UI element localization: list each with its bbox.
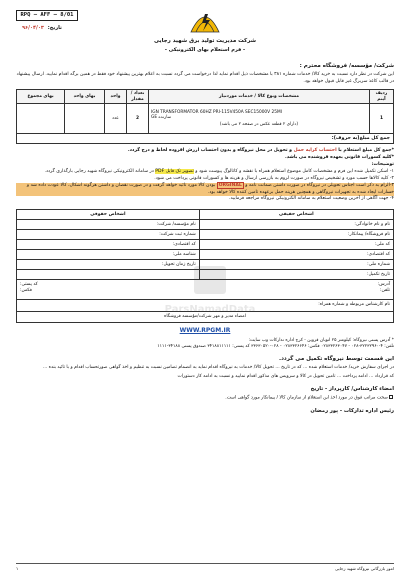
fax-label: فکس:: [20, 287, 32, 293]
page-number: ۱: [16, 565, 19, 571]
buyer-field[interactable]: نام فروشگاه/ پیمانکار:: [199, 230, 393, 240]
parties-table: [16, 209, 394, 280]
form-code: RPQ – AFF – 8/01: [16, 10, 78, 21]
organization-name: شرکت مدیریت تولید برق شهید رجایی: [153, 38, 257, 44]
buyer-field[interactable]: شماره ملی:: [199, 260, 393, 270]
note-deductions: *کلیه کسورات قانونی بعهده فروشنده می باشد.: [284, 155, 394, 161]
buyer-title: اشخاص حقیقی: [199, 210, 393, 220]
col-unit: واحد: [105, 90, 127, 104]
svg-text:ParsNamadData: ParsNamadData: [164, 304, 256, 315]
col-row: ردیف آیتم: [370, 90, 394, 104]
items-table: [16, 89, 394, 134]
row-unit-price[interactable]: [65, 104, 105, 134]
items-header-row: [17, 90, 394, 104]
note-shipping: *جمع کل مبلغ استعلام با احتساب کرایه حمل و تحویل در محل نیروگاه و بدون احتساب ارزش افزوده لحاظ و درج گردد.: [127, 148, 394, 154]
row-total-price[interactable]: [17, 104, 65, 134]
footer-department: امور بازرگانی نیروگاه شهید رجایی: [335, 565, 394, 571]
buyer-field[interactable]: کد اقتصادی:: [199, 250, 393, 260]
form-date: [22, 25, 62, 31]
seller-title: اشخاص حقوقی: [17, 210, 200, 220]
col-description: مشخصات ونوع کالا / خدمات موردنیاز: [149, 90, 370, 104]
plant-contact-line: تلفن: ۴-۳۲۲۳۲۹۶۰-۰۲۸ - ۰۲۸۳۳۲۶۳۰۴۷ فکس: ۰۲۸۳۳۲۶۶۴۶ - ۰۲۸-۳۳۶۳۰۵۲۰ کد پستی: ۳۴۱۸۸۱۱۱۱۱ صندوق پستی ۳۴۱۸۸-۱۱۱۱: [157, 344, 394, 350]
buyer-field[interactable]: کد ملی:: [199, 240, 393, 250]
row-index: 1: [370, 104, 394, 134]
date-label: تاریخ:: [47, 25, 62, 31]
note-item-2: ۲- کلیه کالاها حسب مورد و تشخیص نیروگاه در صورت لزوم به بازرسی ارسال و هزینه ها و کسورات قانونی پرداخت می شود.: [154, 175, 394, 181]
col-qty: تعداد / مقدار: [127, 90, 149, 104]
col-unit-price: بهای واحد: [65, 90, 105, 104]
notes-section: [16, 148, 394, 203]
date-value: ۹۶/۰۴/۰۳: [22, 25, 44, 31]
note-item-4: ۴- جهت آگاهی از آخرین وضعیت استعلام به سامانه الکترونیکی نیروگاه مراجعه فرمایید.: [229, 196, 394, 202]
total-in-words: جمع کل مبلغ(به حروف):: [16, 134, 394, 144]
note-item-1: ۱- اسکن تکمیل شده این فرم و مشخصات کامل موضوع استعلام همراه با نقشه و کاتالوگ پیوست شود و تصویر تک فایل PDF در سامانه الکترونیکی نیروگاه شهید رجایی بارگذاری گردد.: [44, 168, 394, 174]
company-logo: [188, 8, 222, 34]
seller-field[interactable]: [17, 270, 200, 280]
seller-field[interactable]: کد اقتصادی:: [17, 240, 200, 250]
table-row: [17, 104, 394, 134]
row-desc-fa: (دارای ۲ قطعه عکس در صفحه ۲ می باشد): [219, 122, 299, 128]
row-unit: عدد: [105, 104, 127, 134]
row-qty: 2: [127, 104, 149, 134]
website-link[interactable]: WWW.RPGM.IR: [179, 327, 231, 335]
buyer-field[interactable]: نام و نام خانوادگی:: [199, 220, 393, 230]
address-block[interactable]: [16, 280, 394, 300]
signature-expert: امضاء کارشناس/ کارپرداز - تاریخ: [310, 386, 394, 393]
signature-head: رئیس اداره تدارکات - پور رمضان: [310, 408, 394, 415]
seller-field[interactable]: شناسه ملی:: [17, 250, 200, 260]
form-title: - فرم استعلام بهای الکترونیکی -: [164, 47, 246, 53]
plant-section-title: این قسمت توسط نیروگاه تکمیل می گردد.: [279, 356, 394, 363]
seller-field[interactable]: شماره ثبت شرکت:: [17, 230, 200, 240]
page-footer: [16, 563, 394, 571]
company-label: شرکت/ مؤسسه/ فروشگاه محترم :: [299, 63, 394, 69]
document-header: [16, 8, 394, 60]
seal-line: امضاء مدیر و مهر شرکت/مؤسسه فروشگاه: [16, 312, 394, 323]
plant-address: [16, 338, 394, 351]
checkbox-icon[interactable]: [389, 395, 393, 399]
col-total-price: بهای مجموع: [17, 90, 65, 104]
address-label: آدرس:: [377, 282, 390, 288]
seller-field[interactable]: تاریخ زمان تحویل:: [17, 260, 200, 270]
plant-section-text-2: کد قرارداد ... ادامه پرداخت ... تامین تحویل در کالا و سرویس های مذکور اقدام نمایید و نسبت به ادامه کار دستورات: [177, 373, 394, 379]
plant-section-text-3: صحت مراتب فوق در مورد اخذ این استعلام از سازمان کالا / پیمانکار مورد گواهی است.: [16, 395, 394, 402]
phone-label: تلفن:: [380, 287, 390, 293]
row-desc-en2: GE سازنده: [151, 115, 172, 120]
plant-address-line: * آدرس پستی نیروگاه: کیلومتر ۲۵ اتوبان قزوین - کرج اداره تدارکات وب سایت:: [248, 337, 394, 343]
notes-title: توضیحات:: [371, 161, 394, 167]
intro-text: این شرکت در نظر دارد نسبت به خرید کالا/ خدمات شماره ۳۸۱ با مشخصات ذیل اقدام نماید لذا درخواست می گردد نسبت به اعلام بهترین پیشنهاد خود فقط در همین برگه اقدام نمایید. ارسال پیشنهاد در قالب کاغذ سربرگ غیر قابل قبول خواهد بود.: [16, 71, 394, 84]
row-desc-en: IGN TRANSFORMATOR 60HZ PRI-115V450A SEC15000V 25MI: [151, 109, 282, 115]
representative-line[interactable]: نام کارشناس مربوطه و شماره همراه:: [16, 300, 394, 312]
postal-label: کد پستی:: [20, 282, 38, 288]
note-item-3: ۳-الزام به ذکر است اجناس تحویلی در نیروگاه در صورت داشتن ضمانت نامه و ORGINAL بودن کالا مورد تائید خواهد گرفت و در صورت نقصان و داشتن هرگونه اشکال، کالا عودت داده شد و خسارات ایجاد شده به تجهیزات نیروگاهی و همچنین هزینه حمل برعهده تامین کننده کالا خواهد بود.: [16, 183, 394, 197]
row-description: [149, 104, 370, 134]
plant-section-text-1: در اجرای سفارش خرید/ خدمات استعلام شده ... که در تاریخ ... تحویل کالا/ خدمات به نیروگاه اقدام نماید به انضمام تضامین نسبت به تنظیم و اخذ گواهی صورتحساب اقدام و با تائید بنده ...: [42, 364, 394, 370]
seller-field[interactable]: نام مؤسسه/ شرکت:: [17, 220, 200, 230]
buyer-field[interactable]: تاریخ تکمیل:: [199, 270, 393, 280]
